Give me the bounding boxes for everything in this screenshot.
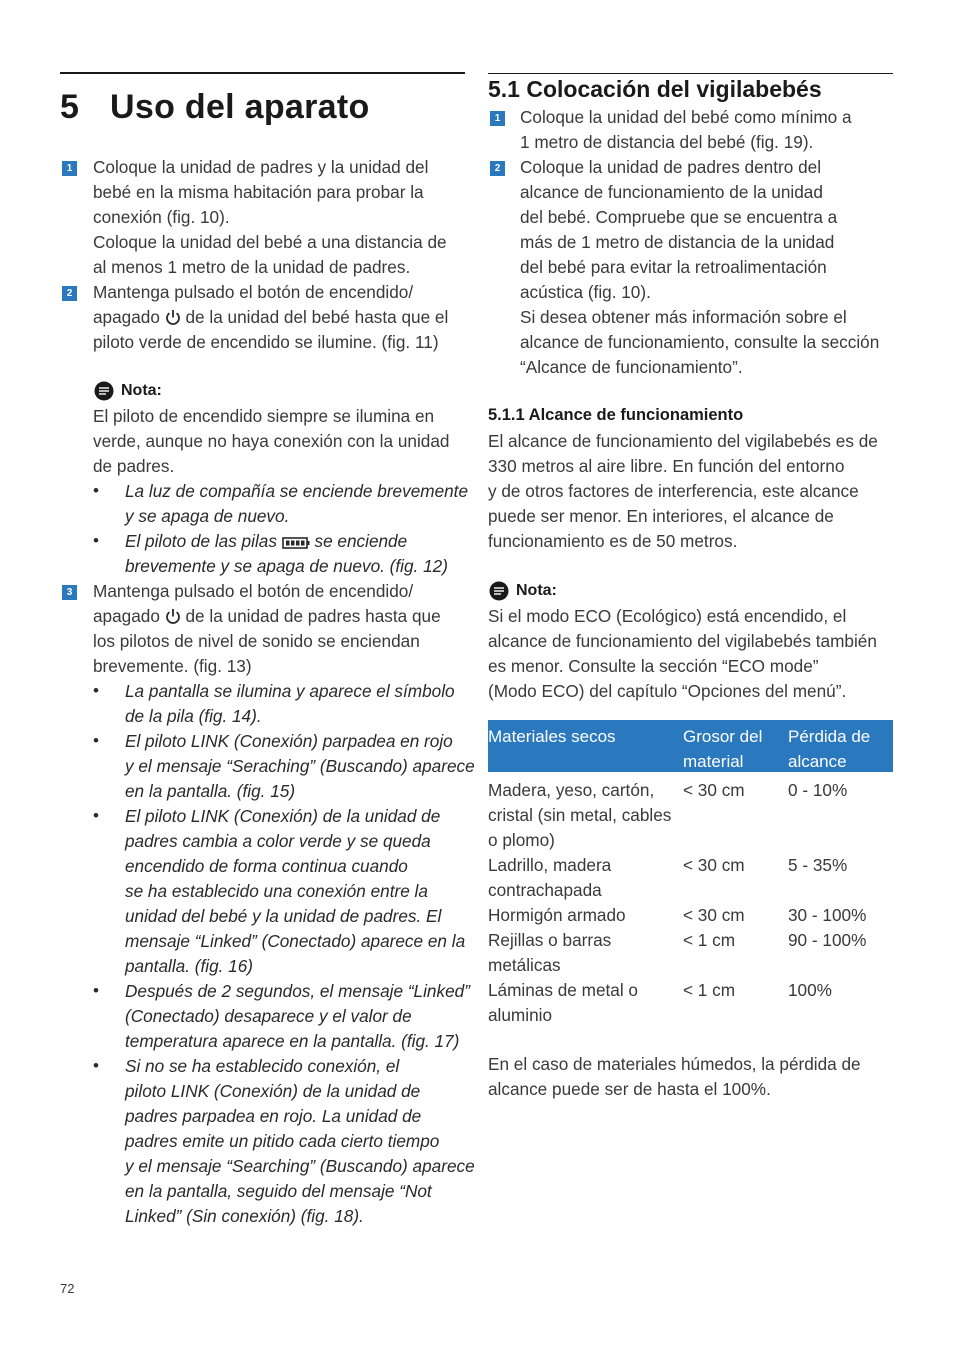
text-line: El piloto LINK (Conexión) parpadea en rojo [125,731,453,751]
text-fragment: de la unidad de padres hasta que [185,606,441,626]
step-badge-2: 2 [490,161,505,176]
text-line: de la pila (fig. 14). [125,706,262,726]
note-label: Nota: [516,582,557,599]
table-header-cell [683,724,762,774]
text-line: (Conectado) desaparece y el valor de [125,1006,412,1026]
text-line: Mantenga pulsado el botón de encendido/ [93,581,414,601]
text-line: alcance de funcionamiento de la unidad [520,182,823,202]
text-line: alcance de funcionamiento, consulte la sección [520,332,880,352]
text-line: El piloto LINK (Conexión) de la unidad de [125,806,441,826]
text-fragment: de la unidad del bebé hasta que el [185,307,449,327]
text-line: los pilotos de nivel de sonido se enciendan [93,631,420,651]
text-line-with-icon [125,529,448,554]
left-bullet-3e [125,1054,475,1229]
text-line: bebé en la misma habitación para probar la [93,182,424,202]
text-line: Ladrillo, madera [488,855,612,875]
text-line: al menos 1 metro de la unidad de padres. [93,257,411,277]
table-cell-loss: 0 - 10% [788,780,848,800]
bullet-marker: • [93,531,99,550]
right-note-text [488,604,877,704]
text-line: alcance de funcionamiento del vigilabebés también [488,631,877,651]
battery-icon [282,536,310,550]
table-header-cell [488,724,616,749]
note-icon [93,381,115,401]
right-header-rule [488,73,893,74]
note-icon [488,581,510,601]
table-cell-material [488,928,611,978]
table-cell-material [488,853,611,903]
table-cell-material [488,903,626,928]
text-line: Mantenga pulsado el botón de encendido/ [93,282,414,302]
text-line: padres parpadea en rojo. La unidad de [125,1106,422,1126]
table-cell-thickness: < 1 cm [683,930,736,950]
left-header-rule [60,72,465,74]
text-line: piloto LINK (Conexión) de la unidad de [125,1081,421,1101]
text-line: y de otros factores de interferencia, este alcance [488,481,859,501]
text-line: o plomo) [488,830,555,850]
text-line: alcance [788,752,847,771]
text-line: verde, aunque no haya conexión con la unidad [93,431,450,451]
text-line: unidad del bebé y la unidad de padres. El [125,906,442,926]
right-note-heading [488,581,557,601]
text-line: pantalla. (fig. 16) [125,956,254,976]
text-line: Si no se ha establecido conexión, el [125,1056,400,1076]
left-step3-text [93,579,441,679]
text-line: La luz de compañía se enciende brevemente [125,481,469,501]
text-line: Coloque la unidad de padres dentro del [520,157,822,177]
section-title: 5.1 Colocación del vigilabebés [488,76,822,102]
text-fragment: se enciende [314,531,408,551]
bullet-marker: • [93,681,99,700]
text-line: (Modo ECO) del capítulo “Opciones del menú”. [488,681,847,701]
text-line: Pérdida de [788,727,871,746]
text-fragment: El piloto de las pilas [125,531,277,551]
text-line: Láminas de metal o [488,980,638,1000]
text-line: y el mensaje “Searching” (Buscando) aparece [125,1156,475,1176]
text-line: y se apaga de nuevo. [125,506,290,526]
text-line: metálicas [488,955,561,975]
subsection-title: 5.1.1 Alcance de funcionamiento [488,406,744,424]
right-step1-text [520,105,852,155]
text-fragment: apagado [93,606,160,626]
text-line: material [683,752,744,771]
left-bullet-3d [125,979,470,1054]
table-header-cell [788,724,870,774]
text-line: del bebé. Compruebe que se encuentra a [520,207,838,227]
text-line: La pantalla se ilumina y aparece el símbolo [125,681,455,701]
table-cell-loss: 90 - 100% [788,930,867,950]
text-line: puede ser menor. En interiores, el alcance de [488,506,834,526]
text-line: Grosor del [683,727,763,746]
left-note-text [93,404,449,479]
text-line: mensaje “Linked” (Conectado) aparece en la [125,931,466,951]
text-line: en la pantalla. (fig. 15) [125,781,296,801]
step-badge-3: 3 [62,585,77,600]
text-line: funcionamiento es de 50 metros. [488,531,738,551]
text-line: El alcance de funcionamiento del vigilabebés es de [488,431,878,451]
right-step2-text [520,155,879,380]
table-cell-material [488,978,638,1028]
table-cell-loss: 100% [788,980,832,1000]
left-step1-text [93,155,447,280]
text-line: El piloto de encendido siempre se ilumina en [93,406,435,426]
text-line: en la pantalla, seguido del mensaje “Not [125,1181,432,1201]
table-cell-thickness: < 30 cm [683,905,745,925]
text-line: “Alcance de funcionamiento”. [520,357,743,377]
note-label: Nota: [121,382,162,399]
text-line: Después de 2 segundos, el mensaje “Linked” [125,981,470,1001]
bullet-marker: • [93,481,99,500]
text-line: del bebé para evitar la retroalimentación [520,257,827,277]
text-line: más de 1 metro de distancia de la unidad [520,232,835,252]
step-badge-1: 1 [62,161,77,176]
power-icon [165,608,181,625]
table-cell-loss: 30 - 100% [788,905,867,925]
range-paragraph [488,429,878,554]
left-bullet-3b [125,729,475,804]
bullet-marker: • [93,806,99,825]
text-line: alcance puede ser de hasta el 100%. [488,1079,771,1099]
text-line: Rejillas o barras [488,930,612,950]
text-line: Materiales secos [488,727,616,746]
text-line: padres cambia a color verde y se queda [125,831,431,851]
text-line: de padres. [93,456,175,476]
left-step2-text [93,280,448,355]
table-cell-material [488,778,671,853]
left-note-heading [93,381,162,401]
text-line: es menor. Consulte la sección “ECO mode” [488,656,819,676]
text-line: 1 metro de distancia del bebé (fig. 19). [520,132,814,152]
table-cell-thickness: < 30 cm [683,780,745,800]
bullet-marker: • [93,731,99,750]
left-bullet-a [125,479,468,529]
step-badge-1: 1 [490,111,505,126]
step-badge-2: 2 [62,286,77,301]
text-line: Coloque la unidad del bebé a una distancia de [93,232,447,252]
text-line: Madera, yeso, cartón, [488,780,655,800]
text-line: En el caso de materiales húmedos, la pérdida de [488,1054,861,1074]
bullet-marker: • [93,1056,99,1075]
text-line: cristal (sin metal, cables [488,805,672,825]
power-icon [165,309,181,326]
chapter-title [60,88,370,127]
text-line-with-icon [93,604,441,629]
text-line: acústica (fig. 10). [520,282,651,302]
text-line: Linked” (Sin conexión) (fig. 18). [125,1206,364,1226]
text-line: padres emite un pitido cada cierto tiempo [125,1131,440,1151]
text-line: y el mensaje “Seraching” (Buscando) aparece [125,756,475,776]
text-line: contrachapada [488,880,602,900]
text-line-with-icon [93,305,448,330]
text-line: Hormigón armado [488,905,626,925]
left-bullet-3c [125,804,465,979]
text-line: encendido de forma continua cuando [125,856,408,876]
text-line: brevemente y se apaga de nuevo. (fig. 12) [125,556,448,576]
page-number: 72 [60,1281,75,1296]
text-line: 330 metros al aire libre. En función del entorno [488,456,845,476]
text-line: brevemente. (fig. 13) [93,656,252,676]
left-bullet-3a [125,679,455,729]
text-line: temperatura aparece en la pantalla. (fig. 17) [125,1031,460,1051]
chapter-title-text: Uso del aparato [110,88,370,126]
text-line: se ha establecido una conexión entre la [125,881,428,901]
table-cell-thickness: < 1 cm [683,980,736,1000]
text-line: Si el modo ECO (Ecológico) está encendido, el [488,606,847,626]
text-line: conexión (fig. 10). [93,207,230,227]
table-cell-thickness: < 30 cm [683,855,745,875]
text-line: Si desea obtener más información sobre el [520,307,847,327]
bullet-marker: • [93,981,99,1000]
table-cell-loss: 5 - 35% [788,855,848,875]
text-line: Coloque la unidad del bebé como mínimo a [520,107,852,127]
left-bullet-b [125,529,448,579]
wet-materials-paragraph [488,1052,861,1102]
text-line: aluminio [488,1005,553,1025]
chapter-number: 5 [60,88,80,126]
text-fragment: apagado [93,307,160,327]
text-line: piloto verde de encendido se ilumine. (fig. 11) [93,332,439,352]
text-line: Coloque la unidad de padres y la unidad del [93,157,429,177]
